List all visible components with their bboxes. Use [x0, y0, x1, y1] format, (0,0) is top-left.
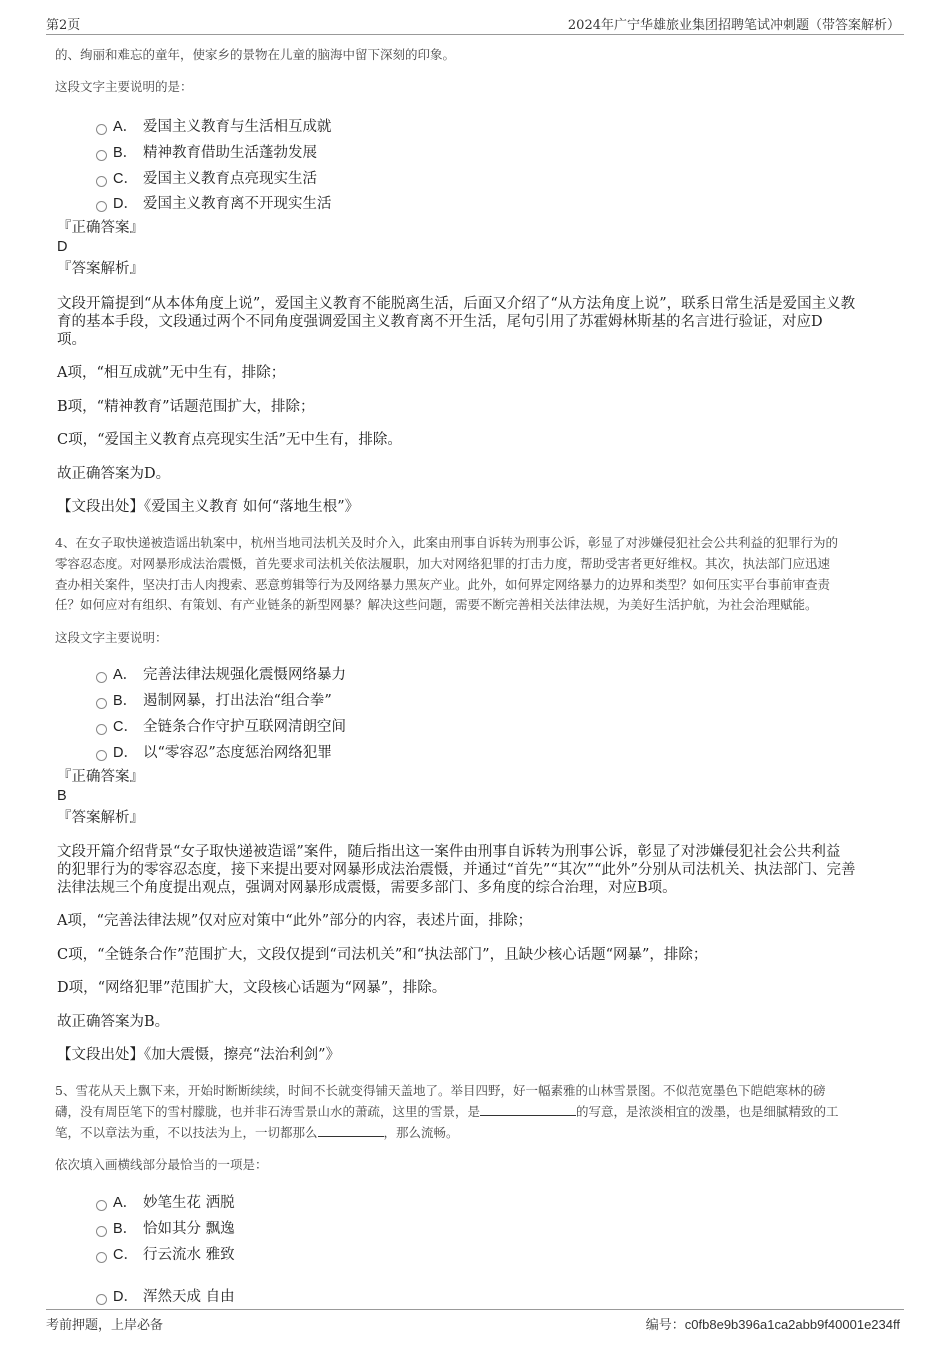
page-footer	[46, 1309, 904, 1332]
q4-passage-line: 任？如何应对有组织、有策划、有产业链条的新型网暴？解决这些问题，需要不断完善相关法律法规，为美好生活护航，为社会治理赋能。	[55, 597, 818, 612]
q4-option-b[interactable]: B． 遏制网暴，打出法治“组合拳”	[96, 689, 332, 709]
page-number: 第2页	[46, 18, 81, 33]
radio-icon[interactable]	[96, 201, 107, 212]
q4-source: 【文段出处】《加大震慑，擦亮“法治利剑”》	[57, 1047, 341, 1063]
q3-source: 【文段出处】《爱国主义教育 如何“落地生根”》	[57, 499, 360, 515]
q4-answer: B	[57, 788, 67, 804]
radio-icon[interactable]	[96, 150, 107, 161]
radio-icon[interactable]	[96, 1252, 107, 1263]
q5-option-d[interactable]: D． 浑然天成 自由	[96, 1285, 235, 1305]
q4-analysis-line: 法律法规三个角度提出观点，强调对网暴形成震慑，需要多部门、多角度的综合治理，对应B项。	[57, 880, 677, 896]
q3-answer: D	[57, 239, 68, 255]
q3-prompt: 这段文字主要说明的是：	[55, 79, 193, 94]
q3-option-a[interactable]: A． 爱国主义教育与生活相互成就	[96, 115, 332, 135]
q3-analysis-line: 文段开篇提到“从本体角度上说”，爱国主义教育不能脱离生活，后面又介绍了“从方法角度上说”，联系日常生活是爱国主义教	[57, 296, 856, 312]
document-id: 编号：c0fb8e9b396a1ca2abb9f40001e234ff	[645, 1317, 900, 1332]
fill-blank-2[interactable]	[318, 1123, 384, 1137]
q4-answer-label: 『正确答案』	[57, 769, 144, 785]
q5-passage-line: 笔，不以章法为重，不以技法为上，一切都那么 ，那么流畅。	[55, 1125, 459, 1140]
q4-analysis-label: 『答案解析』	[57, 810, 144, 826]
q3-exclusion-a: A项，“相互成就”无中生有，排除；	[57, 365, 286, 381]
radio-icon[interactable]	[96, 750, 107, 761]
q4-option-d[interactable]: D． 以“零容忍”态度惩治网络犯罪	[96, 741, 332, 761]
q5-option-a[interactable]: A． 妙笔生花 洒脱	[96, 1191, 235, 1211]
q5-option-b[interactable]: B． 恰如其分 飘逸	[96, 1217, 235, 1237]
q4-passage-line: 4、在女子取快递被造谣出轨案中，杭州当地司法机关及时介入，此案由刑事自诉转为刑事公诉，彰显了对涉嫌侵犯社会公共利益的犯罪行为的	[55, 535, 838, 550]
q4-option-a[interactable]: A． 完善法律法规强化震慑网络暴力	[96, 663, 346, 683]
radio-icon[interactable]	[96, 124, 107, 135]
q4-passage-line: 零容忍态度。对网暴形成法治震慑，首先要求司法机关依法履职，加大对网络犯罪的打击力度，帮助受害者更好维权。其次，执法部门应迅速	[55, 556, 831, 571]
q3-analysis-label: 『答案解析』	[57, 261, 144, 277]
q4-conclusion: 故正确答案为B。	[57, 1014, 170, 1030]
q3-option-d[interactable]: D． 爱国主义教育离不开现实生活	[96, 192, 332, 212]
radio-icon[interactable]	[96, 1200, 107, 1211]
q4-exclusion-a: A项，“完善法律法规”仅对应对策中“此外”部分的内容，表述片面，排除；	[57, 913, 533, 929]
radio-icon[interactable]	[96, 1226, 107, 1237]
q5-prompt: 依次填入画横线部分最恰当的一项是：	[55, 1157, 268, 1172]
q4-option-c[interactable]: C． 全链条合作守护互联网清朗空间	[96, 715, 346, 735]
radio-icon[interactable]	[96, 672, 107, 683]
radio-icon[interactable]	[96, 724, 107, 735]
page-header	[46, 12, 904, 35]
q4-exclusion-c: C项，“全链条合作”范围扩大，文段仅提到“司法机关”和“执法部门”，且缺少核心话题“网暴”，排除；	[57, 947, 708, 963]
q5-option-c[interactable]: C． 行云流水 雅致	[96, 1243, 235, 1263]
q4-analysis-line: 文段开篇介绍背景“女子取快递被造谣”案件，随后指出这一案件由刑事自诉转为刑事公诉，彰显了对涉嫌侵犯社会公共利益	[57, 844, 841, 860]
q4-analysis-line: 的犯罪行为的零容忍态度，接下来提出要对网暴形成法治震慑，并通过“首先”“其次”“此外”分别从司法机关、执法部门、完善	[57, 862, 856, 878]
footer-slogan: 考前押题，上岸必备	[46, 1318, 164, 1333]
q3-passage-tail: 的、绚丽和难忘的童年，使家乡的景物在儿童的脑海中留下深刻的印象。	[55, 47, 456, 62]
q3-answer-label: 『正确答案』	[57, 220, 144, 236]
fill-blank-1[interactable]	[480, 1102, 576, 1116]
q3-analysis-line: 项。	[57, 332, 86, 348]
q4-exclusion-d: D项，“网络犯罪”范围扩大，文段核心话题为“网暴”，排除。	[57, 980, 447, 996]
q3-exclusion-c: C项，“爱国主义教育点亮现实生活”无中生有，排除。	[57, 432, 402, 448]
q3-conclusion: 故正确答案为D。	[57, 466, 171, 482]
q3-option-b[interactable]: B． 精神教育借助生活蓬勃发展	[96, 141, 317, 161]
q4-passage-line: 查办相关案件，坚决打击人肉搜索、恶意剪辑等行为及网络暴力黑灰产业。此外，如何界定网络暴力的边界和类型？如何压实平台事前审查责	[55, 577, 831, 592]
q3-option-c[interactable]: C． 爱国主义教育点亮现实生活	[96, 167, 317, 187]
q4-prompt: 这段文字主要说明：	[55, 630, 168, 645]
q5-passage-line: 礴，没有周臣笔下的雪村朦胧，也并非石涛雪景山水的萧疏，这里的雪景，是 的写意，是浓淡相宜的泼墨，也是细腻精致的工	[55, 1104, 839, 1119]
q3-exclusion-b: B项，“精神教育”话题范围扩大，排除；	[57, 399, 315, 415]
document-title: 2024年广宁华雄旅业集团招聘笔试冲刺题（带答案解析）	[567, 18, 900, 33]
radio-icon[interactable]	[96, 698, 107, 709]
q3-analysis-line: 育的基本手段，文段通过两个不同角度强调爱国主义教育离不开生活，尾句引用了苏霍姆林斯基的名言进行验证，对应D	[57, 314, 823, 330]
radio-icon[interactable]	[96, 1294, 107, 1305]
q5-passage-line: 5、雪花从天上飘下来，开始时断断续续，时间不长就变得铺天盖地了。举目四野，好一幅素雅的山林雪景图。不似范宽墨色下皑皑寒林的磅	[55, 1083, 826, 1098]
radio-icon[interactable]	[96, 176, 107, 187]
